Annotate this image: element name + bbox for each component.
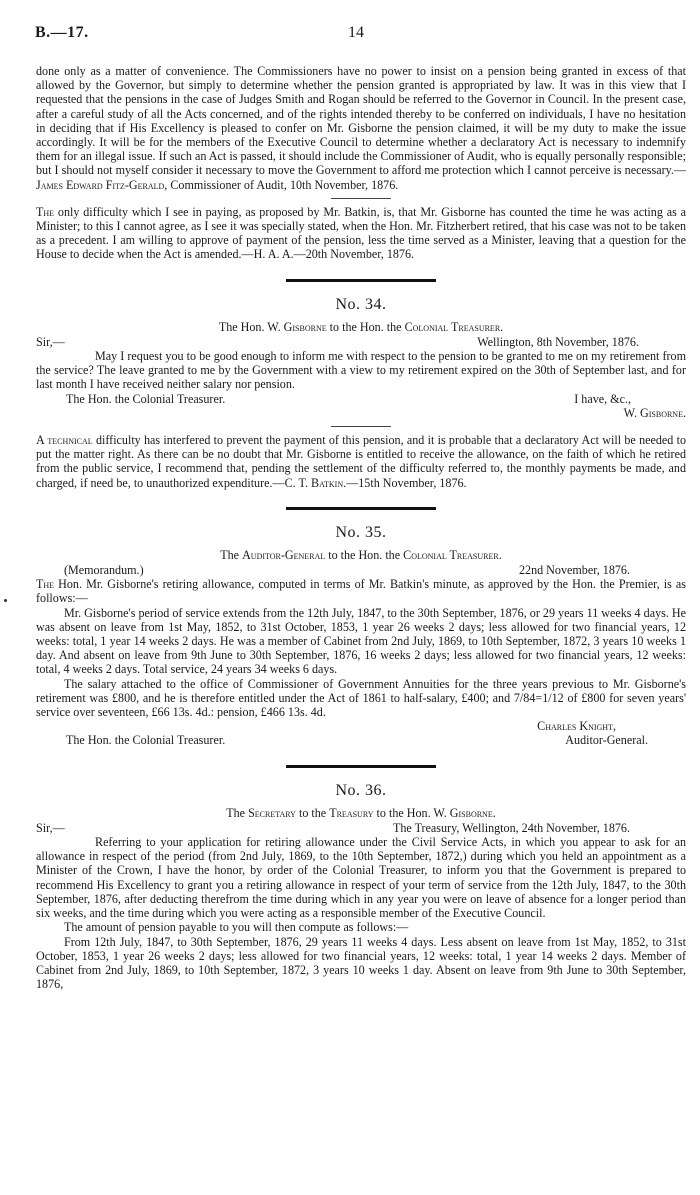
salutation: Sir,— <box>36 820 65 835</box>
memo-row <box>36 563 686 577</box>
letter-body: May I request you to be good enough to inform me with respect to the pension to be granted to me on my retirement from the service? The leave granted to me by the Government with a view to my retirement expired on the 30th of September last, and for last month I have received neither salary nor pension. <box>36 349 686 392</box>
salutation-row <box>36 821 686 835</box>
letter-body: From 12th July, 1847, to 30th September, 1876, 29 years 11 weeks 4 days. Less absent on leave from 1st May, 1852, to 31st October, 1853, 1 year 26 weeks 2 days; less allowed for two financial years, 12 weeks: total, 1 year 14 weeks 2 days. Member of Cabinet from 2nd July, 1869, to 10th September, 1872, 3 years 10 weeks 1 day. Absent on leave from 9th June to 30th September, 1876, <box>36 934 686 992</box>
section-divider <box>286 507 436 510</box>
place-date: Wellington, 8th November, 1876. <box>477 334 639 349</box>
letter-body: Referring to your application for retiring allowance under the Civil Service Acts, in which you appear to ask for an allowance in respect of the period (from 2nd July, 1869, to the 10th September, 1872,) during which you held an appointment as a Minister of the Crown, I have the honor, by order of the Colonial Treasurer, to inform you that the Government is prepared to recommend His Excellency to grant you a retiring allowance in respect of your term of service from the 12th July, 1847, to the 30th September, 1876, after deducting therefrom the time during which in any year you were on leave of absence for a longer period than six weeks, and the time during which you were acting as a responsible member of the Executive Council. <box>36 835 686 921</box>
continuation-paragraph: done only as a matter of convenience. The Commissioners have no power to insist on a pension being granted in excess of that allowed by the Governor, but simply to determine whether the pension granted is appropriated by law. It was in this view that I requested that the pensions in the case of Judges Smith and Rogan should be referred to the Governor in Council. In the present case, after a careful study of all the Acts concerned, and of the rights intended thereby to be conferred on individuals, I have no hesitation in deciding that if His Excellency is pleased to confer on Mr. Gisborne the pension claimed, it will be my duty to make the issue accordingly. It will be for the members of the Executive Council to determine whether a declaratory Act is necessary to indemnify them for an illegal issue. If such an Act is passed, it should include the Commissioner of Audit, who is equally personally responsible; but I should not myself consider it necessary to move the Government to afford me protection which I cannot perceive is necessary.—James Edward Fitz-Gerald, Commissioner of Audit, 10th November, 1876. <box>36 64 686 192</box>
memo-no-35 <box>36 524 686 748</box>
letter-no-36 <box>36 782 686 992</box>
memo-date: 22nd November, 1876. <box>518 563 630 578</box>
closing-row <box>36 392 686 406</box>
document-reference: B.—17. <box>35 24 89 41</box>
signature: W. Gisborne. <box>623 405 686 420</box>
letter-heading: The Auditor-General to the Hon. the Colonial Treasurer. <box>220 547 502 562</box>
memo-intro: The Hon. Mr. Gisborne's retiring allowance, computed in terms of Mr. Batkin's minute, as approved by the Hon. the Premier, is as follows:— <box>36 577 686 606</box>
addressee: The Hon. the Colonial Treasurer. <box>66 391 226 406</box>
section-divider <box>286 765 436 768</box>
signature-title: Auditor-General. <box>565 733 648 748</box>
short-divider <box>331 198 391 199</box>
minute-paragraph: The only difficulty which I see in paying, as proposed by Mr. Batkin, is, that Mr. Gisborne has counted the time he was acting as a Minister; to this I cannot agree, as I see it was specially stated, when the Hon. Mr. Fitzherbert retired, that his case was not to be taken as a precedent. I am willing to approve of payment of the pension, less the time served as a Minister, leaving that a question for the House to decide when the Act is amended.—H. A. A.—20th November, 1876. <box>36 204 686 262</box>
letter-number: No. 36. <box>335 781 387 799</box>
letter-number: No. 34. <box>335 295 387 313</box>
addressee: The Hon. the Colonial Treasurer. <box>66 733 226 748</box>
letter-no-34 <box>36 296 686 420</box>
signatory-name: James Edward Fitz-Gerald <box>36 177 165 192</box>
closing-row <box>36 733 686 747</box>
memo-salary-paragraph: The salary attached to the office of Commissioner of Government Annuities for the three years previous to Mr. Gisborne's retirement was £800, and he is therefore entitled under the Act of 1861 to half-salary, £400; and 7/84=1/12 of £800 for seven years' service over seventeen, £66 13s. 4d.: pension, £466 13s. 4d. <box>36 676 686 720</box>
memo-service-paragraph: Mr. Gisborne's period of service extends from the 12th July, 1847, to the 30th September, 1876, or 29 years 11 weeks 4 days. He was absent on leave from 1st May, 1852, to 31st October, 1853, 1 year 26 weeks 2 days; less allowed for two financial years, 12 weeks: total, 1 year 14 weeks 2 days. He was a member of Cabinet from 2nd July, 1869, to 10th September, 1872, 3 years 10 weeks 1 day. And absent on leave from 9th June to 30th September, 1876, 16 weeks 2 days; less allowed for two financial years, 12 weeks: total, 4 weeks 2 days. Total service, 24 years 34 weeks 6 days. <box>36 605 686 677</box>
letter-body: The amount of pension payable to you will then compute as follows:— <box>64 920 409 935</box>
place-date: The Treasury, Wellington, 24th November, 1876. <box>392 820 630 835</box>
letter-heading: The Secretary to the Treasury to the Hon. W. Gisborne. <box>226 805 496 820</box>
salutation: Sir,— <box>36 334 65 349</box>
letter-number: No. 35. <box>335 523 387 541</box>
minute-paragraph: A technical difficulty has interfered to prevent the payment of this pension, and it is probable that a declaratory Act will be needed to put the matter right. As there can be no doubt that Mr. Gisborne is entitled to receive the allowance, on the faith of which he retired from the public service, I recommend that, pending the settlement of the difficulty referred to, the monthly payments be made, and charged, if need be, to unauthorized expenditure.—C. T. Batkin.—15th November, 1876. <box>36 433 686 490</box>
salutation-row <box>36 335 686 349</box>
letter-heading: The Hon. W. Gisborne to the Hon. the Colonial Treasurer. <box>218 319 504 334</box>
page-header <box>35 26 685 46</box>
margin-mark <box>4 599 7 602</box>
closing: I have, &c., <box>574 391 631 406</box>
signature-name: Charles Knight, <box>537 719 616 734</box>
section-divider <box>286 279 436 282</box>
short-divider <box>331 426 391 427</box>
page-body <box>36 64 686 991</box>
page-number: 14 <box>348 24 364 41</box>
memo-label: (Memorandum.) <box>64 563 144 578</box>
